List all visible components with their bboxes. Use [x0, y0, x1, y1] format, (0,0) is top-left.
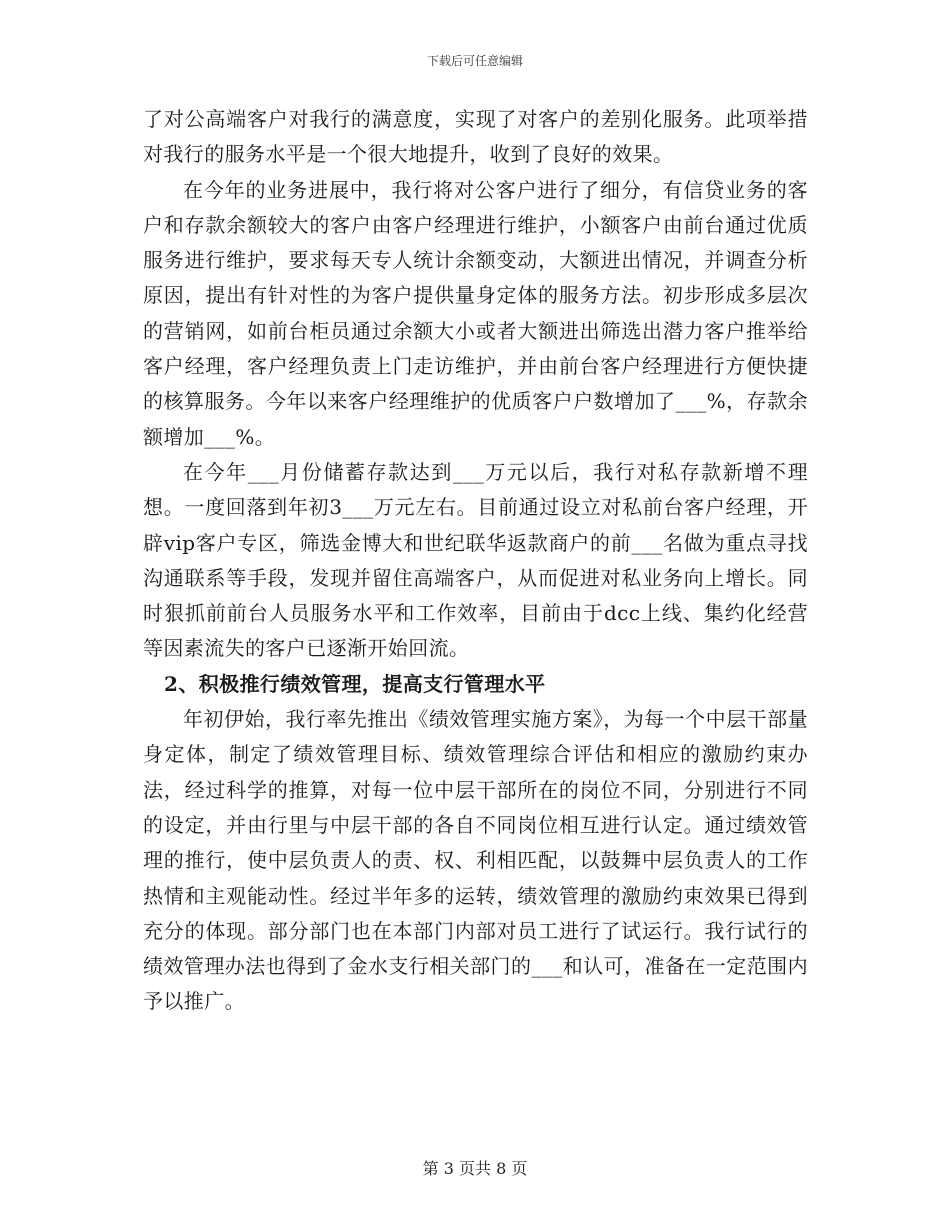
- paragraph-savings-deposits: 在今年___月份储蓄存款达到___万元以后，我行对私存款新增不理想。一度回落到年初3___万元左右。目前通过设立对私前台客户经理，开辟vip客户专区，筛选金博大和世纪联华返款商户的前___名做为重点寻找沟通联系等手段，发现并留住高端客户，从而促进对私业务向上增长。同时狠抓前前台人员服务水平和工作效率，目前由于dcc上线、集约化经营等因素流失的客户已逐渐开始回流。: [143, 459, 808, 661]
- paragraph-continuation: 了对公高端客户对我行的满意度，实现了对客户的差别化服务。此项举措对我行的服务水平是一个很大地提升，收到了良好的效果。: [143, 107, 808, 167]
- paragraph-corporate-clients: 在今年的业务进展中，我行将对公客户进行了细分，有信贷业务的客户和存款余额较大的客户由客户经理进行维护，小额客户由前台通过优质服务进行维护，要求每天专人统计余额变动，大额进出情况，并调查分析原因，提出有针对性的为客户提供量身定体的服务方法。初步形成多层次的营销网，如前台柜员通过余额大小或者大额进出筛选出潜力客户推举给客户经理，客户经理负责上门走访维护，并由前台客户经理进行方便快捷的核算服务。今年以来客户经理维护的优质客户户数增加了___%，存款余额增加___%。: [143, 177, 808, 449]
- section-heading-performance: 2、积极推行绩效管理，提高支行管理水平: [164, 671, 546, 696]
- page-header-note: 下载后可任意编辑: [426, 54, 523, 68]
- document-body: [143, 102, 808, 1020]
- paragraph-performance-management: 年初伊始，我行率先推出《绩效管理实施方案》，为每一个中层干部量身定体，制定了绩效管理目标、绩效管理综合评估和相应的激励约束办法，经过科学的推算，对每一位中层干部所在的岗位不同，分别进行不同的设定，并由行里与中层干部的各自不同岗位相互进行认定。通过绩效管理的推行，使中层负责人的责、权、利相匹配，以鼓舞中层负责人的工作热情和主观能动性。经过半年多的运转，绩效管理的激励约束效果已得到充分的体现。部分部门也在本部门内部对员工进行了试运行。我行试行的绩效管理办法也得到了金水支行相关部门的___和认可，准备在一定范围内予以推广。: [143, 707, 808, 1014]
- page-number-footer: 第 3 页共 8 页: [422, 1159, 528, 1178]
